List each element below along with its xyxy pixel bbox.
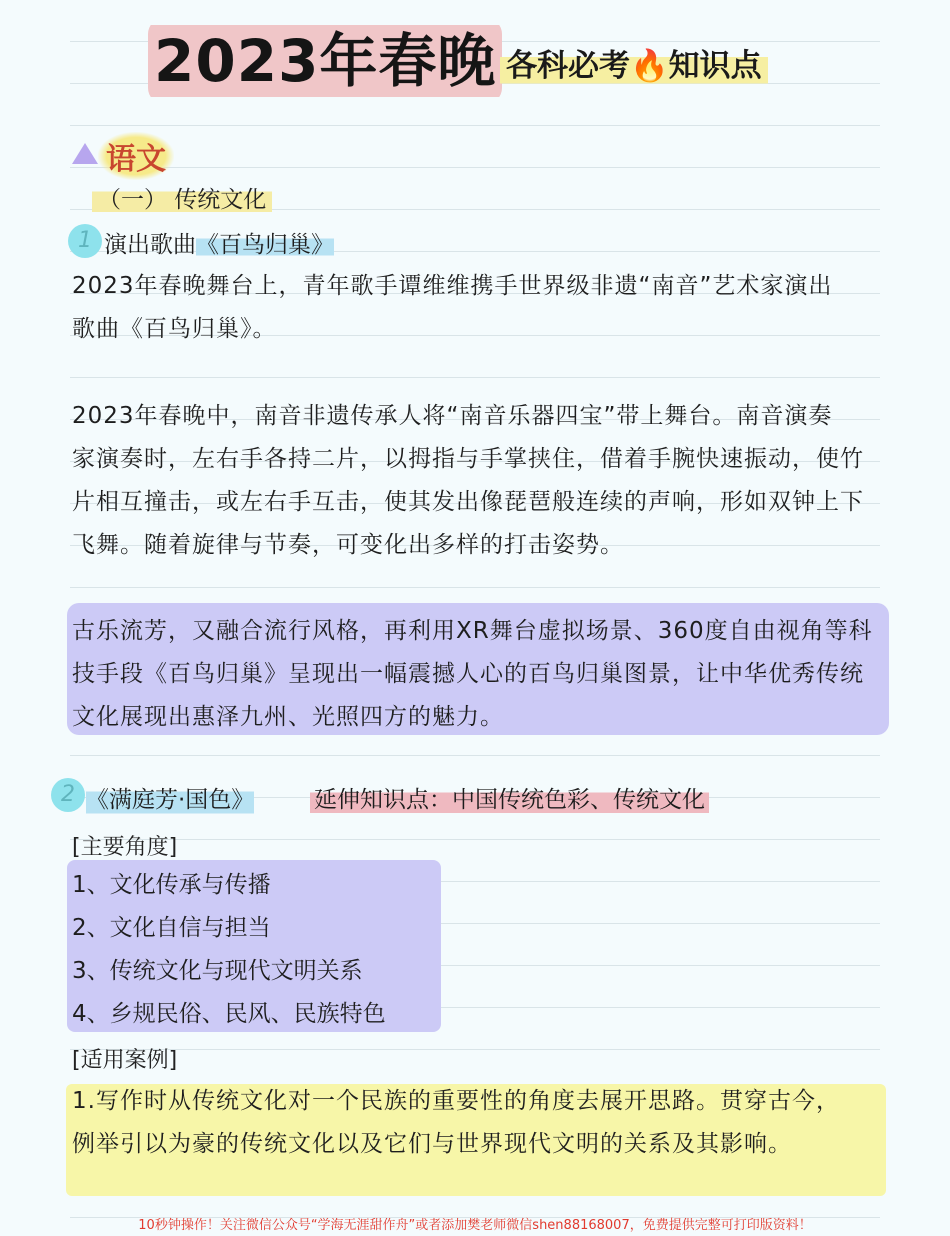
text-line: 古乐流芳，又融合流行风格，再利用XR舞台虚拟场景、360度自由视角等科 — [72, 618, 873, 644]
page-title: 2023年春晚 — [148, 18, 502, 104]
number-circle-1: 1 — [68, 224, 102, 258]
text-line: 文化展现出惠泽九州、光照四方的魅力。 — [72, 704, 504, 730]
cases-text — [72, 1080, 882, 1166]
list-item: 1、文化传承与传播 — [72, 872, 271, 898]
list-item: 2、文化自信与担当 — [72, 915, 271, 941]
text-line: 2023年春晚舞台上，青年歌手谭维维携手世界级非遗“南音”艺术家演出 — [72, 273, 833, 299]
text-line: 飞舞。随着旋律与节奏，可变化出多样的打击姿势。 — [72, 532, 624, 558]
angles-label: [主要角度] — [72, 835, 178, 860]
text-line: 1.写作时从传统文化对一个民族的重要性的角度去展开思路。贯穿古今， — [72, 1088, 840, 1114]
subject-heading: 语文 — [98, 132, 174, 180]
angles-list — [72, 864, 386, 1036]
section-heading: （一） 传统文化 — [92, 183, 272, 217]
number-circle-2: 2 — [51, 778, 85, 812]
cases-label: [适用案例] — [72, 1048, 178, 1073]
item1-title-prefix: 演出歌曲 — [104, 232, 196, 258]
text-line: 片相互撞击，或左右手互击，使其发出像琵琶般连续的声响，形如双钟上下 — [72, 489, 864, 515]
item1-paragraph-1 — [72, 265, 882, 351]
page-subtitle: 各科必考🔥知识点 — [500, 44, 768, 88]
text-line: 歌曲《百鸟归巢》。 — [72, 316, 277, 342]
footer-notice: 10秒钟操作！关注微信公众号“学海无涯甜作舟”或者添加樊老师微信shen88168007，免费提供完整可打印版资料！ — [138, 1218, 812, 1233]
item1-box-text — [72, 610, 882, 739]
triangle-icon — [72, 143, 98, 164]
item2-extension: 延伸知识点：中国传统色彩、传统文化 — [310, 783, 709, 817]
left-margin — [0, 0, 70, 1236]
text-line: 例举引以为豪的传统文化以及它们与世界现代文明的关系及其影响。 — [72, 1131, 792, 1157]
list-item: 3、传统文化与现代文明关系 — [72, 958, 363, 984]
text-line: 技手段《百鸟归巢》呈现出一幅震撼人心的百鸟归巢图景，让中华优秀传统 — [72, 661, 864, 687]
item2-title: 《满庭芳·国色》 — [86, 783, 254, 817]
list-item: 4、乡规民俗、民风、民族特色 — [72, 1001, 386, 1027]
item1-title-work: 《百鸟归巢》 — [196, 232, 334, 258]
item1-paragraph-2 — [72, 395, 882, 567]
right-margin — [880, 0, 950, 1236]
text-line: 2023年春晚中，南音非遗传承人将“南音乐器四宝”带上舞台。南音演奏 — [72, 403, 833, 429]
text-line: 家演奏时，左右手各持二片，以拇指与手掌挟住，借着手腕快速振动，使竹 — [72, 446, 864, 472]
item1-title — [104, 228, 334, 262]
